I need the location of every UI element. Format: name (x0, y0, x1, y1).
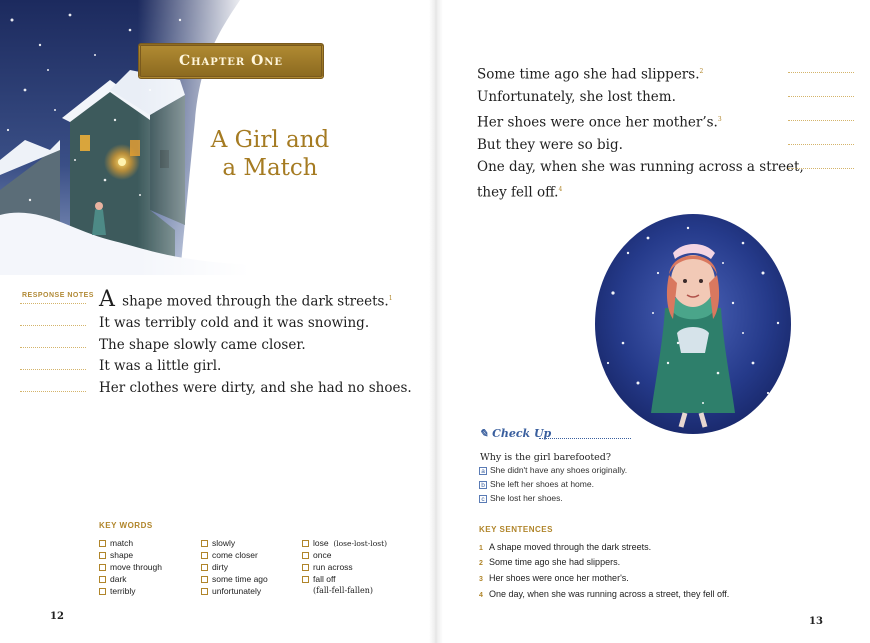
checkbox-icon (201, 576, 208, 583)
response-notes-line (20, 325, 86, 326)
response-notes-line (788, 168, 854, 169)
key-word-item (201, 549, 268, 561)
story-line (477, 134, 807, 157)
key-word: fall off (313, 574, 336, 584)
story-text: shape moved through the dark streets. (117, 293, 389, 310)
pencil-icon: ✎ (479, 427, 489, 440)
checkbox-icon (99, 576, 106, 583)
title-line-1: A Girl and (210, 127, 330, 153)
checkbox-icon (99, 588, 106, 595)
checkbox-icon (201, 552, 208, 559)
sentence-text: Some time ago she had slippers. (489, 557, 621, 567)
chapter-title (190, 126, 350, 182)
checkbox-icon (201, 540, 208, 547)
chapter-banner (138, 43, 324, 79)
key-word-item (99, 585, 162, 597)
key-word: move through (110, 562, 162, 572)
story-text: Her shoes were once her mother’s. (477, 114, 718, 130)
checkbox-icon (99, 564, 106, 571)
checkbox-icon (201, 564, 208, 571)
story-line: It was terribly cold and it was snowing. (99, 315, 370, 331)
checkbox-icon (99, 552, 106, 559)
story-line (477, 179, 807, 204)
sentence-text: One day, when she was running across a street, they fell off. (489, 589, 730, 599)
key-word: run across (313, 562, 353, 572)
check-up-divider (539, 438, 631, 439)
key-word-item (302, 561, 387, 573)
key-word-item (201, 561, 268, 573)
key-word-item (99, 561, 162, 573)
option-text: She didn't have any shoes originally. (490, 465, 628, 475)
story-line: The shape slowly came closer. (99, 336, 306, 353)
key-word-item (201, 573, 268, 585)
girl-in-snow-illustration (593, 213, 793, 435)
checkbox-icon (99, 540, 106, 547)
story-text: Some time ago she had slippers. (477, 66, 700, 83)
response-notes-line (20, 391, 86, 392)
title-line-2: a Match (222, 155, 318, 181)
story-text: Unfortunately, she lost them. (477, 89, 676, 105)
story-line (99, 288, 429, 313)
key-word: terribly (110, 586, 136, 596)
key-word-item (99, 573, 162, 585)
story-line (477, 156, 807, 179)
key-word: dirty (212, 562, 229, 572)
key-word: unfortunately (212, 586, 262, 596)
key-word: slowly (212, 538, 236, 548)
story-line (477, 86, 807, 109)
response-notes-line (788, 120, 854, 121)
page-number: 12 (50, 611, 64, 622)
note-marker: 2 (699, 68, 704, 75)
key-sentence (479, 573, 629, 583)
key-sentence (479, 557, 620, 567)
page-number: 13 (809, 616, 823, 627)
right-page (435, 0, 870, 643)
key-word: match (110, 538, 134, 548)
check-up-label: Check Up (492, 427, 552, 440)
key-words-column (201, 537, 268, 597)
sentence-text: A shape moved through the dark streets. (489, 542, 652, 552)
key-sentence (479, 589, 729, 599)
key-word-item (302, 537, 387, 549)
response-notes-line (788, 144, 854, 145)
response-notes-label: RESPONSE NOTES (22, 292, 94, 299)
answer-option-c[interactable] (479, 493, 563, 503)
key-word-item (99, 549, 162, 561)
checkbox-icon (302, 576, 309, 583)
option-letter: c (479, 495, 487, 503)
checkbox-icon (201, 588, 208, 595)
check-up-question: Why is the girl barefooted? (480, 452, 611, 463)
key-words-title: KEY WORDS (99, 521, 153, 530)
key-word: come closer (212, 550, 258, 560)
key-word-item (201, 537, 268, 549)
drop-cap: A (99, 286, 115, 312)
response-notes-line (20, 303, 86, 304)
response-notes-line (20, 369, 86, 370)
key-word-item (99, 537, 162, 549)
option-letter: a (479, 467, 487, 475)
key-word: shape (110, 550, 134, 560)
answer-option-b[interactable] (479, 479, 594, 489)
response-notes-line (788, 96, 854, 97)
story-text: they fell off. (477, 184, 559, 200)
story-line (477, 61, 807, 86)
key-word-forms: (lose-lost-lost) (333, 539, 388, 548)
chapter-label: Chapter One (178, 53, 284, 69)
story-text: But they were so big. (477, 136, 623, 153)
key-word-item (302, 573, 387, 585)
note-marker: 4 (558, 185, 563, 193)
key-words-column (99, 537, 162, 597)
option-letter: b (479, 481, 487, 489)
checkbox-icon (302, 564, 309, 571)
sentence-number: 1 (479, 545, 483, 552)
sentence-text: Her shoes were once her mother's. (489, 573, 629, 583)
answer-option-a[interactable] (479, 465, 627, 475)
note-marker: 3 (717, 115, 722, 123)
key-sentence (479, 542, 651, 552)
key-word-item (302, 549, 387, 561)
sentence-number: 2 (479, 560, 483, 567)
sentence-number: 3 (479, 576, 483, 583)
book-gutter (429, 0, 443, 643)
key-word: lose (313, 538, 329, 548)
key-word-item (201, 585, 268, 597)
key-word-forms: (fall-fell-fallen) (313, 586, 374, 595)
key-word: once (313, 550, 332, 560)
story-line: It was a little girl. (99, 358, 222, 374)
story-line (477, 109, 807, 134)
key-words-column (302, 537, 387, 597)
checkbox-icon (302, 540, 309, 547)
checkbox-icon (302, 552, 309, 559)
option-text: She lost her shoes. (490, 493, 563, 503)
key-word: dark (110, 574, 127, 584)
response-notes-line (788, 72, 854, 73)
story-text: One day, when she was running across a street, (477, 159, 804, 175)
key-sentences-title: KEY SENTENCES (479, 525, 553, 534)
story-paragraph (477, 61, 807, 204)
key-word: some time ago (212, 574, 268, 584)
option-text: She left her shoes at home. (490, 479, 594, 489)
response-notes-line (20, 347, 86, 348)
story-line: Her clothes were dirty, and she had no shoes. (99, 379, 412, 396)
note-marker: 1 (388, 295, 393, 302)
sentence-number: 4 (479, 592, 483, 599)
story-paragraph (99, 288, 429, 399)
